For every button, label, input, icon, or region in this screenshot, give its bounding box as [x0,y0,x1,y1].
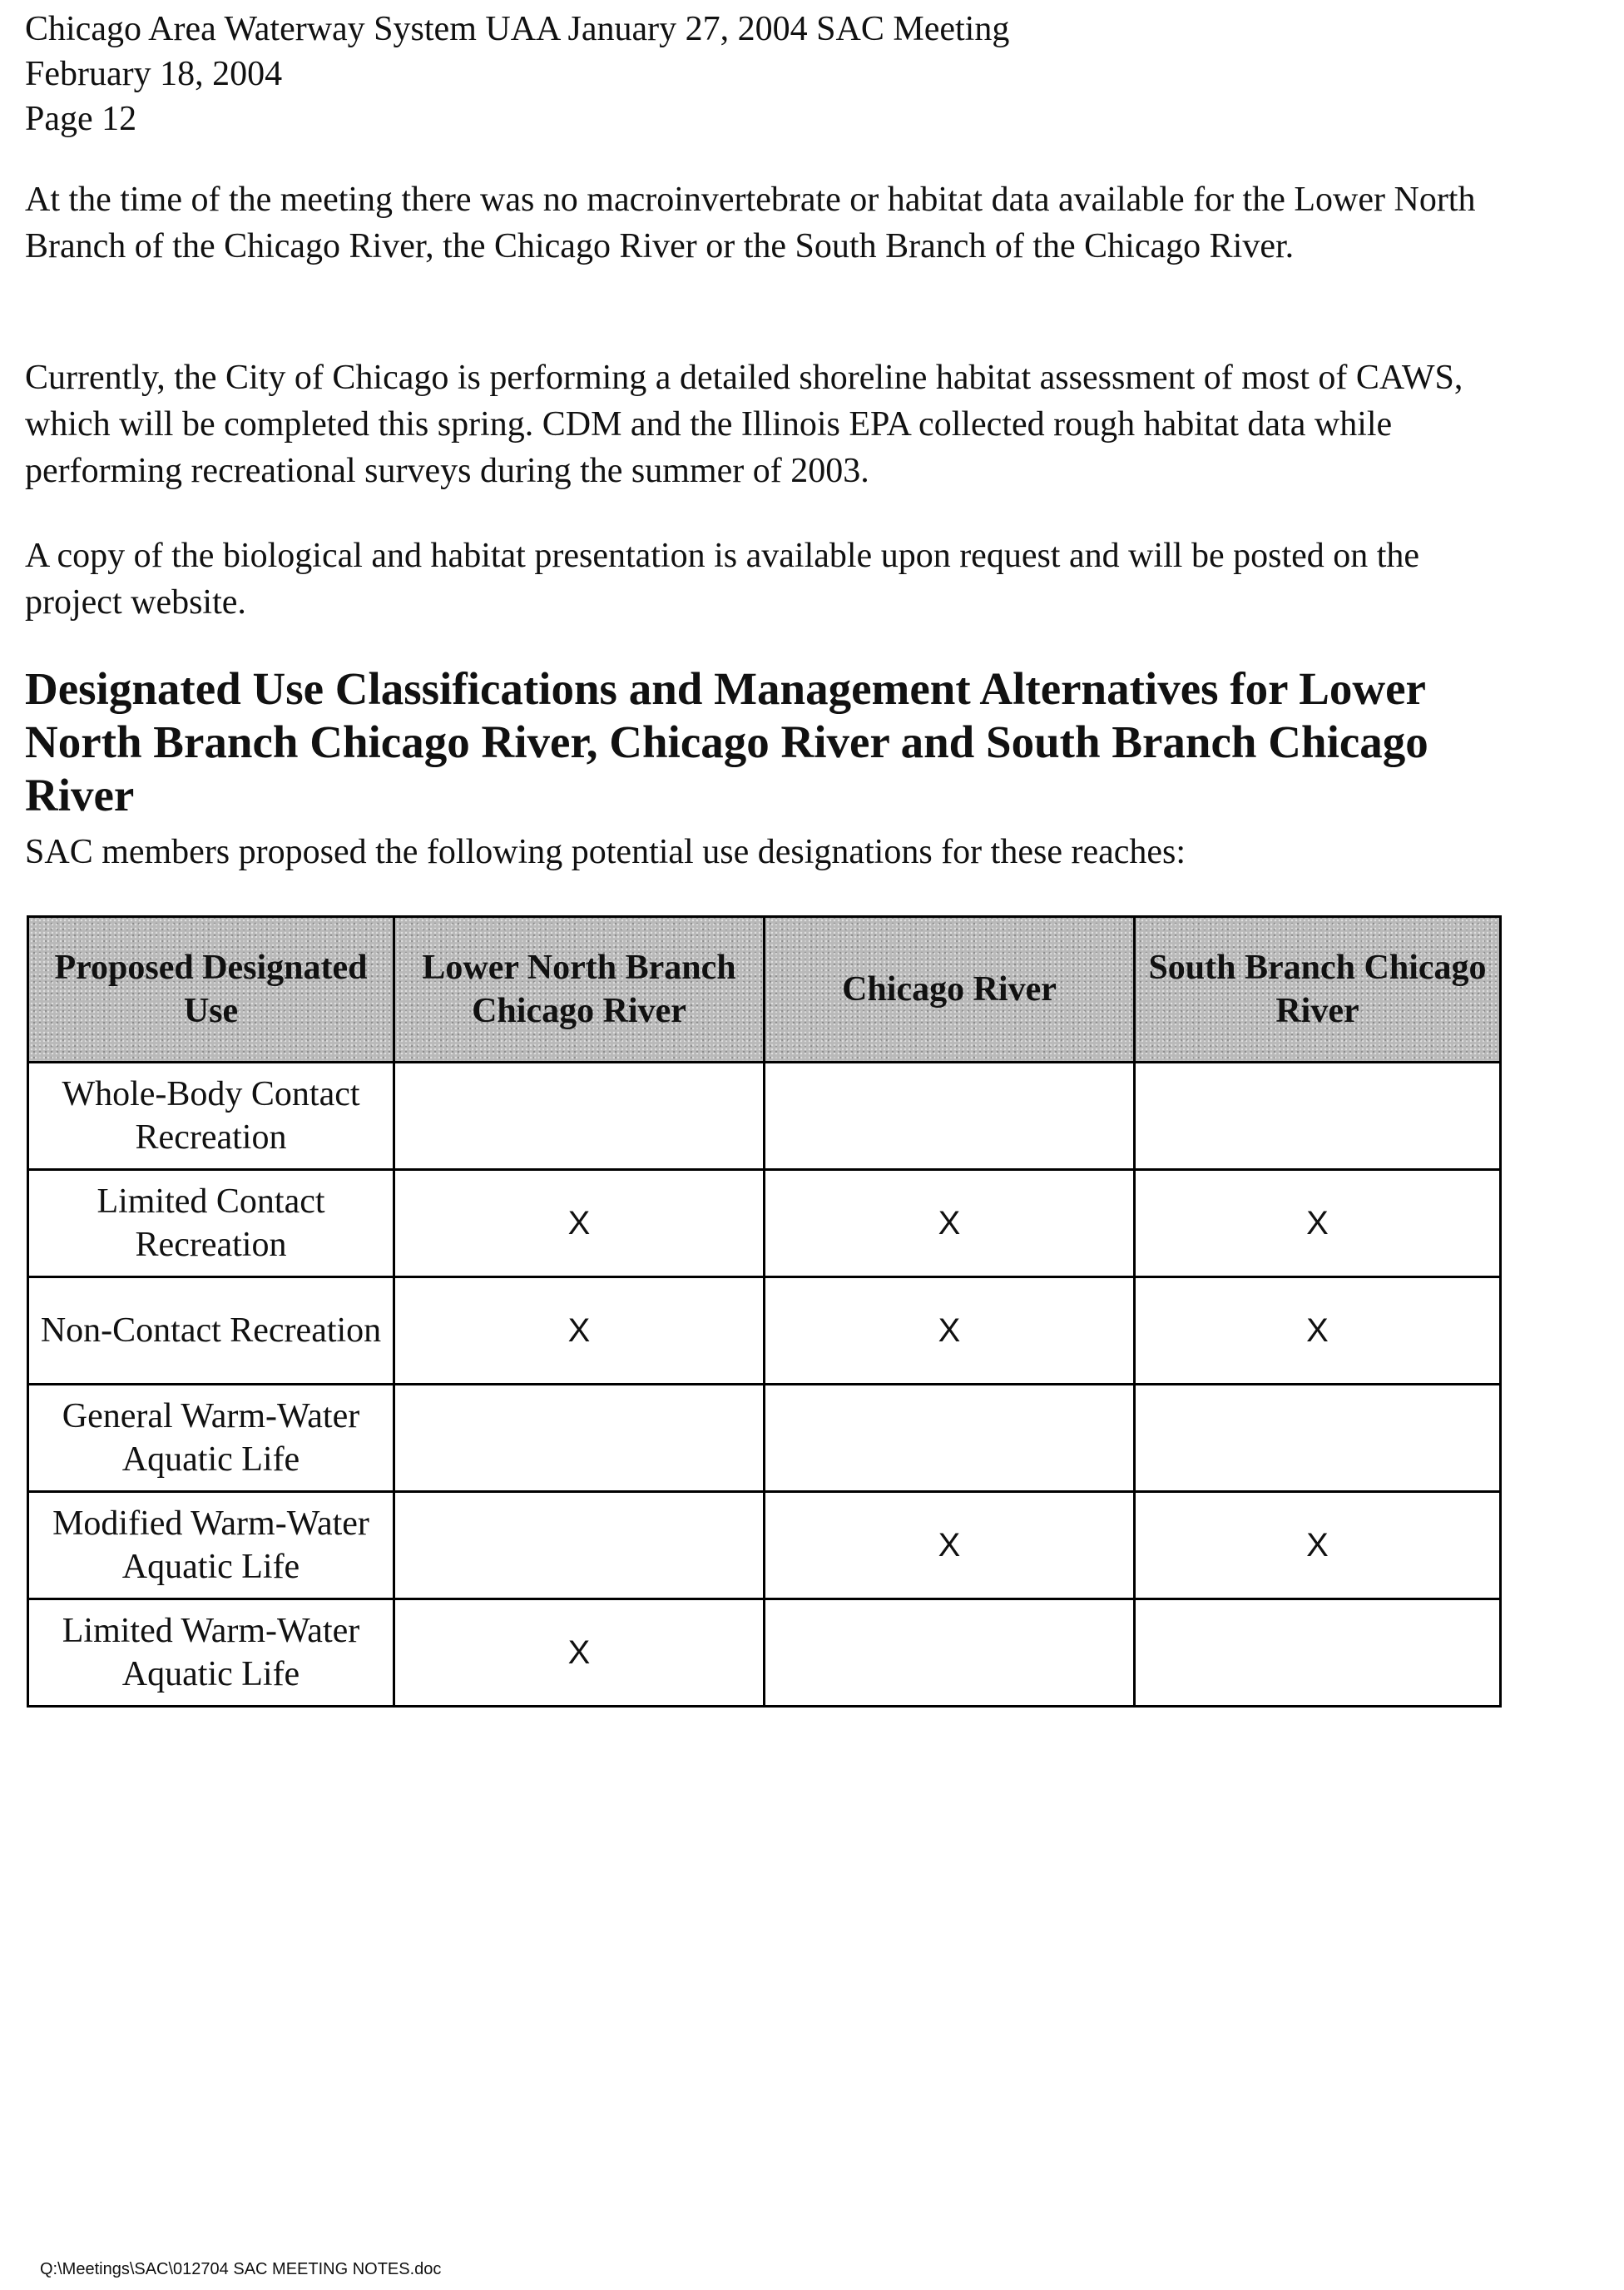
paragraph-presentation-copy: A copy of the biological and habitat presentation is available upon request and will be posted on the project website. [25,537,1420,622]
column-header-lower-north-branch: Lower North Branch Chicago River [394,917,765,1063]
paragraph-no-data: At the time of the meeting there was no macroinvertebrate or habitat data available for the Lower North Branch of the Chicago River, the Chicago River or the South Branch of the Chicago River. [25,181,1476,265]
table-row [28,1385,1501,1492]
cell-lower-north-branch: X [394,1599,765,1707]
table-row [28,1063,1501,1170]
cell-lower-north-branch: X [394,1277,765,1385]
designated-use-table [27,915,1502,1708]
table-row [28,1599,1501,1707]
row-label: Whole-Body Contact Recreation [28,1063,394,1170]
cell-chicago-river: X [765,1492,1135,1599]
table-row [28,1170,1501,1277]
column-header-south-branch: South Branch Chicago River [1135,917,1501,1063]
cell-south-branch [1135,1063,1501,1170]
cell-chicago-river [765,1063,1135,1170]
column-header-chicago-river: Chicago River [765,917,1135,1063]
cell-south-branch: X [1135,1492,1501,1599]
cell-lower-north-branch [394,1385,765,1492]
footer-file-path: Q:\Meetings\SAC\012704 SAC MEETING NOTES.doc [40,2260,442,2278]
cell-chicago-river [765,1385,1135,1492]
section-heading: Designated Use Classifications and Management Alternatives for Lower North Branch Chicago River, Chicago River and South Branch Chicago River [25,663,1428,820]
cell-chicago-river [765,1599,1135,1707]
row-label: Limited Warm-Water Aquatic Life [28,1599,394,1707]
paragraph-habitat-assessment: Currently, the City of Chicago is performing a detailed shoreline habitat assessment of most of CAWS, which will be completed this spring. CDM and the Illinois EPA collected rough habitat data while performing recreational surveys during the summer of 2003. [25,359,1463,490]
cell-lower-north-branch [394,1492,765,1599]
row-label: Modified Warm-Water Aquatic Life [28,1492,394,1599]
cell-chicago-river: X [765,1170,1135,1277]
table-row [28,1277,1501,1385]
cell-lower-north-branch: X [394,1170,765,1277]
table-row [28,1492,1501,1599]
cell-south-branch [1135,1599,1501,1707]
row-label: General Warm-Water Aquatic Life [28,1385,394,1492]
table-header-row [28,917,1501,1063]
column-header-designated-use: Proposed Designated Use [28,917,394,1063]
row-label: Non-Contact Recreation [28,1277,394,1385]
header-date: February 18, 2004 [25,55,283,93]
cell-south-branch: X [1135,1277,1501,1385]
page-header [25,7,1009,141]
cell-lower-north-branch [394,1063,765,1170]
cell-chicago-river: X [765,1277,1135,1385]
header-page-number: Page 12 [25,100,137,138]
section-intro: SAC members proposed the following potential use designations for these reaches: [25,833,1186,871]
header-title: Chicago Area Waterway System UAA January 27, 2004 SAC Meeting [25,10,1010,48]
row-label: Limited Contact Recreation [28,1170,394,1277]
cell-south-branch [1135,1385,1501,1492]
cell-south-branch: X [1135,1170,1501,1277]
